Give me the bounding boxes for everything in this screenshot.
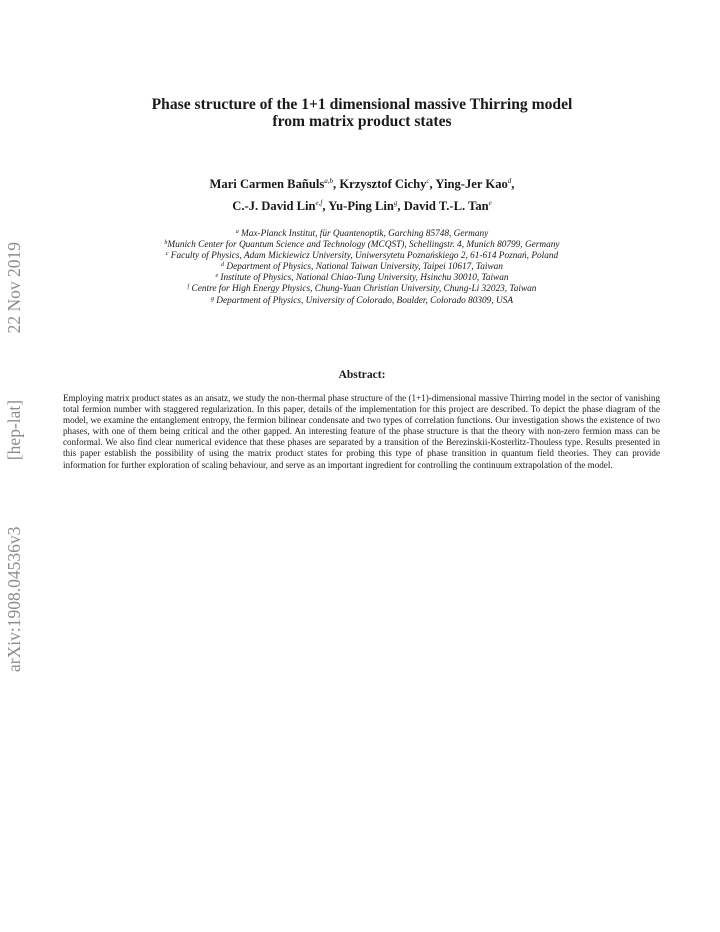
abstract-text: Employing matrix product states as an ansatz, we study the non-thermal phase structure of the (1+1)-dimensional massive Thirring model in the sector of vanishing total fermion number with staggered regularization. In this paper, details of the implementation for this project are described. To depict the phase diagram of the model, we examine the entanglement entropy, the fermion bilinear condensate and two types of correlation functions. Our investigation shows the existence of two phases, with one of them being critical and the other gapped. An interesting feature of the phase structure is that the theory with non-zero fermion mass can be conformal. We also find clear numerical evidence that these phases are separated by a transition of the Berezinskii-Kosterlitz-Thouless type. Results presented in this paper establish the possibility of using the matrix product states for probing this type of phase transition in quantum field theories. They can provide information for further exploration of scaling behaviour, and serve as an important ingredient for controlling the continuum extrapolation of the model.	[63, 393, 660, 470]
author-name: Mari Carmen Bañuls	[209, 177, 325, 191]
author-affiliation-mark: a,b	[324, 177, 334, 185]
author-affiliation-mark: e,f	[315, 199, 323, 207]
affiliation-line	[60, 262, 664, 273]
affiliation-mark: a	[235, 229, 239, 235]
author-affiliation-mark: c	[426, 177, 430, 185]
author-name: Ying-Jer Kao	[435, 177, 508, 191]
affiliation-mark: b	[164, 240, 168, 247]
affiliation-text: Munich Center for Quantum Science and Technology (MCQST), Schellingstr. 4, Munich 80799, Germany	[167, 240, 560, 251]
arxiv-category: [hep-lat]	[4, 399, 24, 461]
affiliation-mark: g	[210, 295, 214, 302]
author-name: Krzysztof Cichy	[339, 177, 427, 191]
affiliation-text: Department of Physics, University of Colorado, Boulder, Colorado 80309, USA	[213, 295, 514, 306]
affiliation-mark: f	[187, 284, 190, 291]
affiliation-text: Centre for High Energy Physics, Chung-Yuan Christian University, Chung-Li 32023, Taiwan	[189, 284, 537, 295]
affiliation-text: Department of Physics, National Taiwan University, Taipei 10617, Taiwan	[224, 262, 503, 273]
affiliation-text: Max-Planck Institut, für Quantenoptik, Garching 85748, Germany	[238, 229, 489, 239]
affiliation-text: Faculty of Physics, Adam Mickiewicz University, Uniwersytetu Poznańskiego 2, 61-614 Poznań, Poland	[168, 251, 559, 262]
author-separator: ,	[429, 177, 436, 191]
title-line-2: from matrix product states	[272, 113, 452, 130]
arxiv-identifier-stamp	[4, 242, 25, 672]
author-separator: ,	[322, 199, 329, 213]
affiliation-mark: c	[165, 251, 169, 258]
author-affiliation-mark: g	[393, 199, 398, 207]
affiliation-line	[60, 229, 664, 240]
paper-title	[60, 96, 664, 130]
author-separator: ,	[333, 177, 340, 191]
author-list	[60, 173, 664, 217]
author-name: David T.-L. Tan	[403, 199, 489, 213]
author-name: C.-J. David Lin	[232, 199, 316, 213]
title-line-1: Phase structure of the 1+1 dimensional massive Thirring model	[151, 96, 573, 113]
author-separator: ,	[397, 199, 404, 213]
author-name: Yu-Ping Lin	[328, 199, 394, 213]
author-separator: ,	[511, 177, 515, 191]
affiliation-line	[60, 240, 664, 251]
affiliation-line	[60, 284, 664, 295]
abstract-heading: Abstract:	[338, 368, 386, 381]
affiliation-line	[60, 296, 664, 307]
author-affiliation-mark: e	[488, 199, 492, 207]
affiliation-text: Institute of Physics, National Chiao-Tung University, Hsinchu 30010, Taiwan	[218, 273, 509, 284]
author-affiliation-mark: d	[507, 177, 512, 185]
affiliation-mark: e	[215, 273, 219, 280]
affiliation-mark: d	[221, 262, 225, 269]
arxiv-id: arXiv:1908.04536v3	[4, 526, 24, 672]
arxiv-date: 22 Nov 2019	[4, 242, 24, 334]
affiliation-line	[60, 273, 664, 284]
affiliation-list	[60, 229, 664, 307]
affiliation-line	[60, 251, 664, 262]
